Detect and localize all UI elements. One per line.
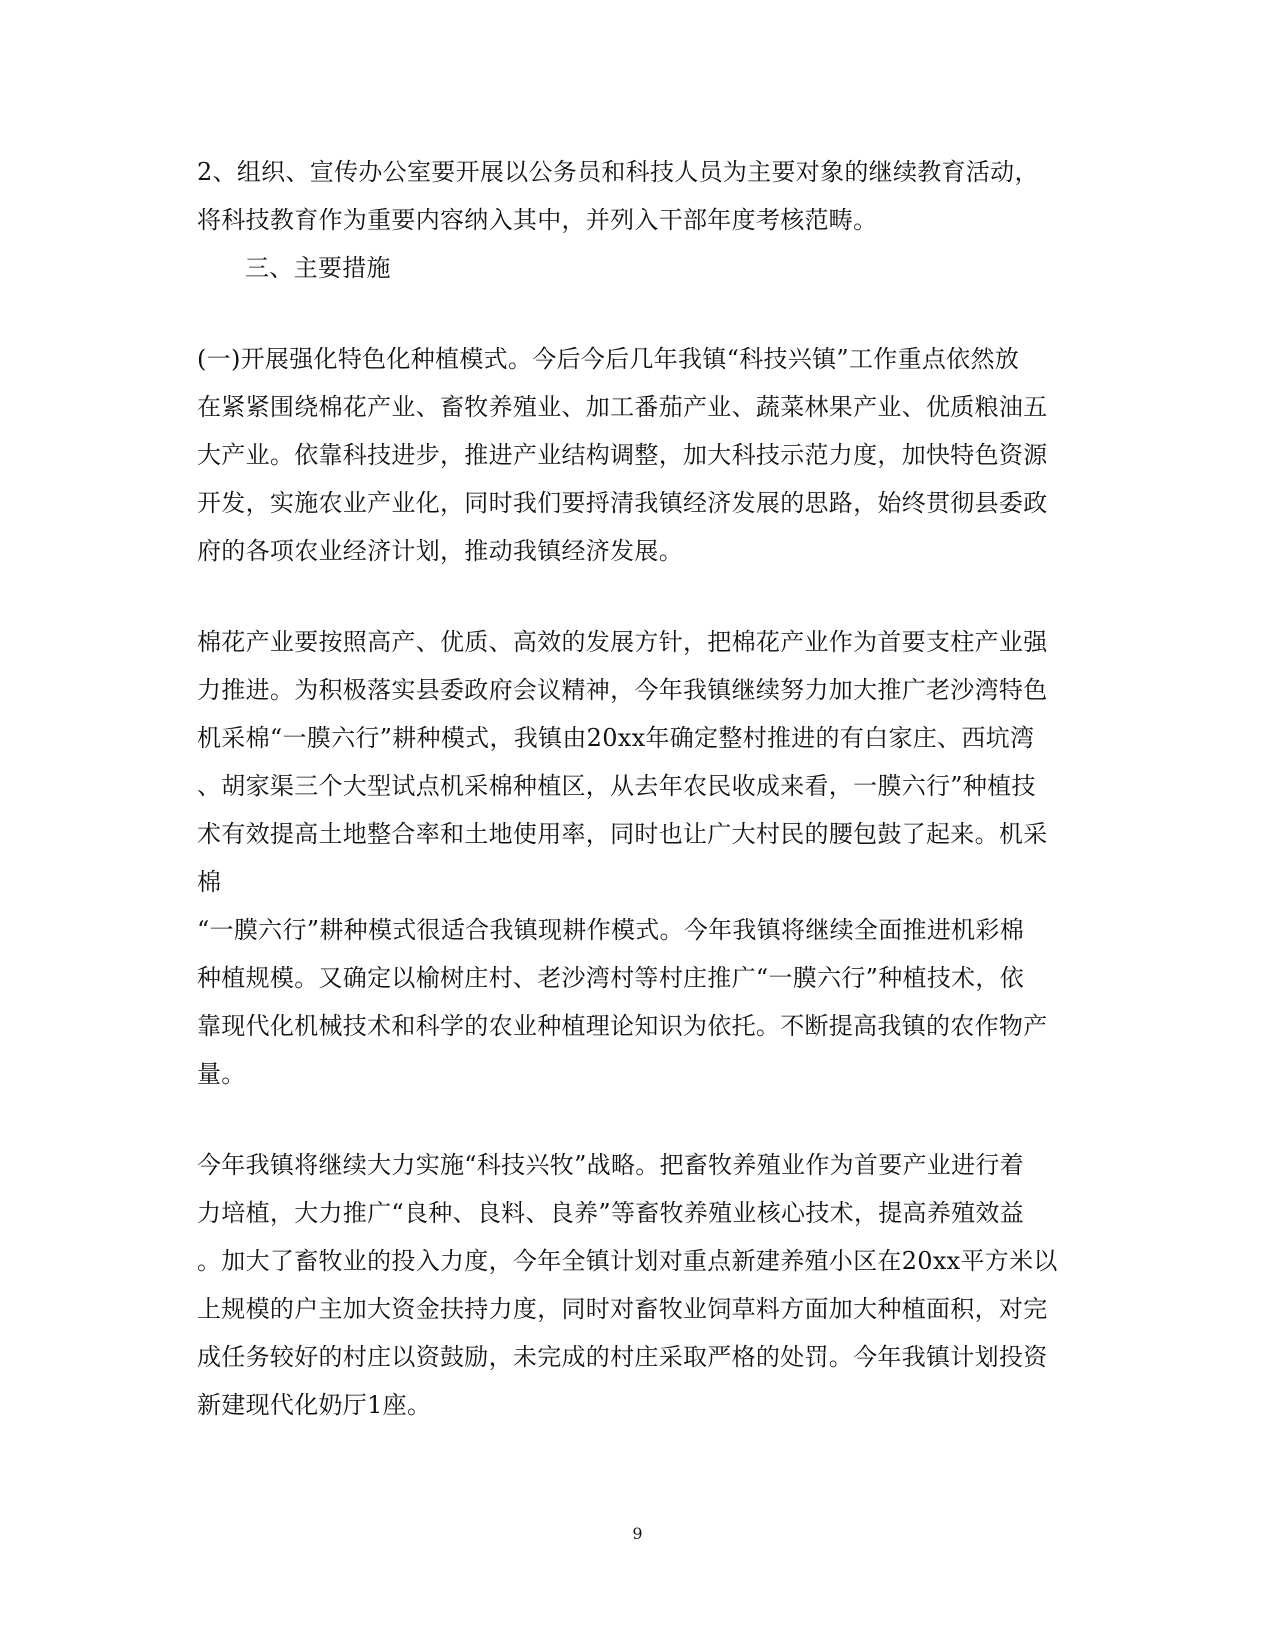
text-line: 大产业。依靠科技进步，推进产业结构调整，加大科技示范力度，加快特色资源 bbox=[197, 441, 1048, 469]
text-line: 。加大了畜牧业的投入力度，今年全镇计划对重点新建养殖小区在20xx平方米以 bbox=[197, 1247, 1058, 1275]
text-line: 靠现代化机械技术和科学的农业种植理论知识为依托。不断提高我镇的农作物产 bbox=[197, 1012, 1048, 1040]
text-line: 今年我镇将继续大力实施“科技兴牧”战略。把畜牧养殖业作为首要产业进行着 bbox=[197, 1151, 1025, 1179]
text-line: 量。 bbox=[197, 1060, 246, 1088]
text-line: 术有效提高土地整合率和土地使用率，同时也让广大村民的腰包鼓了起来。机采 bbox=[197, 820, 1048, 848]
text-line: 开发，实施农业产业化，同时我们要捋清我镇经济发展的思路，始终贯彻县委政 bbox=[197, 489, 1048, 517]
text-line: 机采棉“一膜六行”耕种模式，我镇由20xx年确定整村推进的有白家庄、西坑湾 bbox=[197, 724, 1035, 752]
text-line: “一膜六行”耕种模式很适合我镇现耕作模式。今年我镇将继续全面推进机彩棉 bbox=[197, 916, 1025, 944]
text-line: 成任务较好的村庄以资鼓励，未完成的村庄采取严格的处罚。今年我镇计划投资 bbox=[197, 1343, 1048, 1371]
text-line: 将科技教育作为重要内容纳入其中，并列入干部年度考核范畴。 bbox=[197, 206, 878, 234]
text-line: 上规模的户主加大资金扶持力度，同时对畜牧业饲草料方面加大种植面积，对完 bbox=[197, 1295, 1048, 1323]
page-number: 9 bbox=[632, 1524, 643, 1543]
text-line: 新建现代化奶厅1座。 bbox=[197, 1391, 432, 1419]
text-line: 2、组织、宣传办公室要开展以公务员和科技人员为主要对象的继续教育活动， bbox=[197, 158, 1039, 186]
text-line: 、胡家渠三个大型试点机采棉种植区，从去年农民收成来看，一膜六行”种植技 bbox=[197, 772, 1036, 800]
text-line: 棉 bbox=[197, 868, 222, 896]
text-line: (一)开展强化特色化种植模式。今后今后几年我镇“科技兴镇”工作重点依然放 bbox=[197, 345, 1020, 373]
text-line: 力推进。为积极落实县委政府会议精神，今年我镇继续努力加大推广老沙湾特色 bbox=[197, 676, 1048, 704]
text-line: 在紧紧围绕棉花产业、畜牧养殖业、加工番茄产业、蔬菜林果产业、优质粮油五 bbox=[197, 393, 1048, 421]
text-line: 力培植，大力推广“良种、良料、良养”等畜牧养殖业核心技术，提高养殖效益 bbox=[197, 1199, 1025, 1227]
text-line: 棉花产业要按照高产、优质、高效的发展方针，把棉花产业作为首要支柱产业强 bbox=[197, 628, 1048, 656]
text-line: 府的各项农业经济计划，推动我镇经济发展。 bbox=[197, 537, 683, 565]
section-heading: 三、主要措施 bbox=[245, 254, 391, 282]
text-line: 种植规模。又确定以榆树庄村、老沙湾村等村庄推广“一膜六行”种植技术，依 bbox=[197, 964, 1025, 992]
